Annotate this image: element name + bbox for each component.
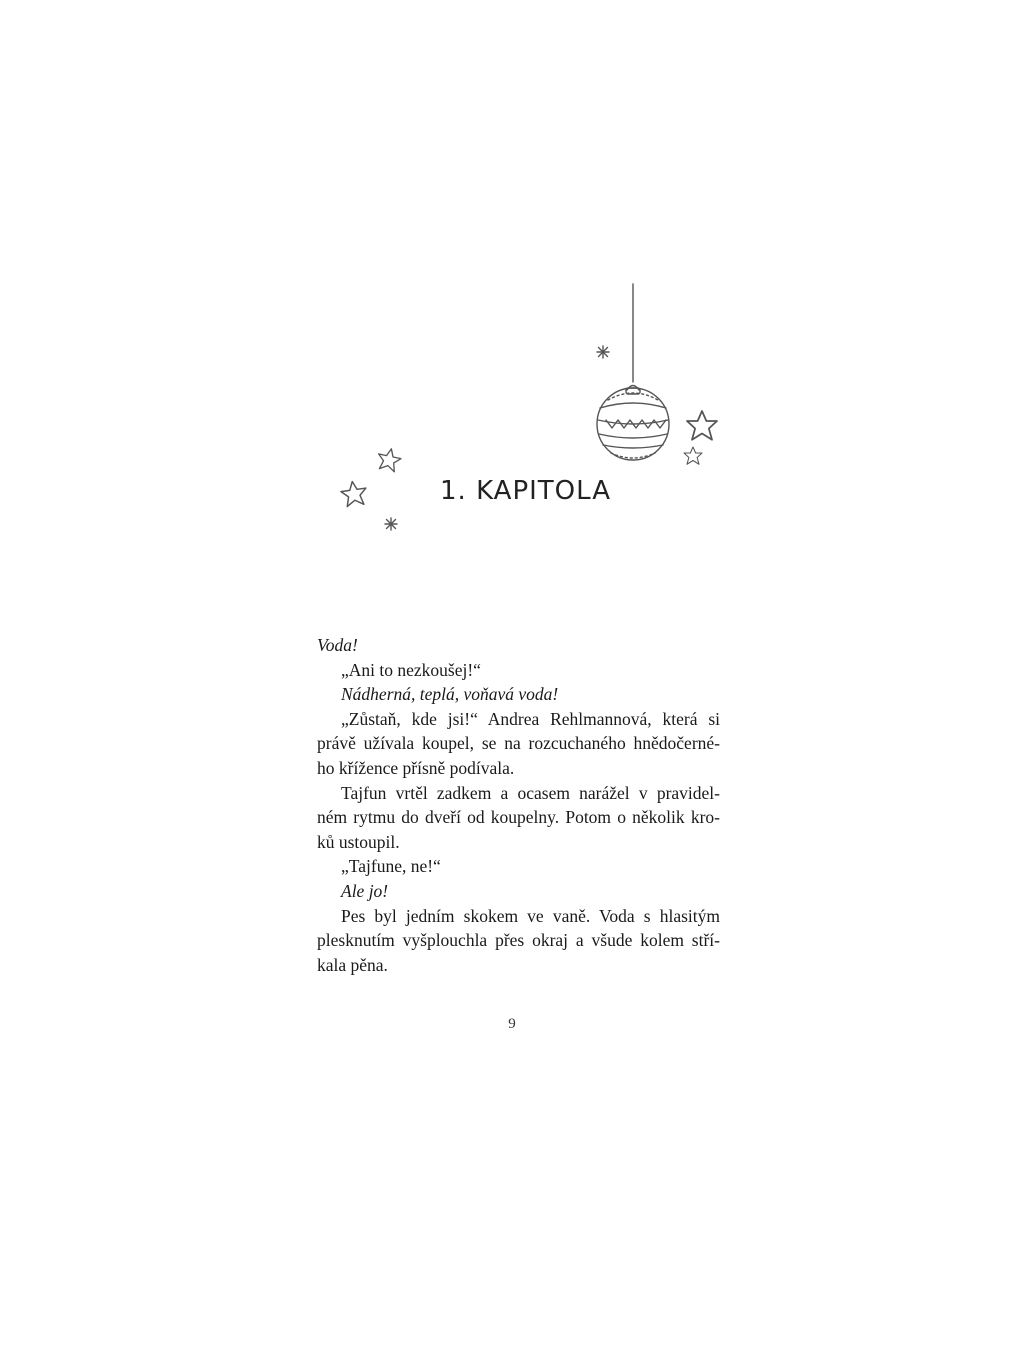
chapter-title: 1. KAPITOLA [440, 476, 612, 506]
text-line: ho křížence přísně podívala. [317, 757, 515, 778]
text-line: ném rytmu do dveří od koupelny. Potom o několik kro- [317, 807, 720, 828]
star-icon [684, 447, 702, 464]
text-line: plesknutím vyšplouchla přes okraj a všude kolem stří- [317, 930, 720, 951]
star-icon [376, 446, 403, 472]
text-line: „Zůstaň, kde jsi!“ Andrea Rehlmannová, která si [341, 708, 720, 729]
text-line: právě užívala koupel, se na rozcuchaného hnědočerné- [317, 733, 720, 754]
page-number: 9 [508, 1016, 516, 1032]
christmas-ornament-icon [597, 386, 669, 461]
text-line: Nádherná, teplá, voňavá voda! [341, 684, 559, 705]
star-icon [687, 411, 717, 440]
text-line: „Tajfune, ne!“ [341, 856, 441, 877]
text-line: Pes byl jedním skokem ve vaně. Voda s hlasitým [341, 905, 720, 926]
text-line: Voda! [317, 635, 358, 655]
chapter-body-text [317, 633, 720, 977]
text-line: kala pěna. [317, 954, 388, 975]
snowflake-icon [597, 346, 609, 358]
snowflake-icon [385, 518, 397, 530]
text-line: Ale jo! [341, 880, 389, 901]
text-line: „Ani to nezkoušej!“ [341, 659, 481, 680]
text-line: ků ustoupil. [317, 831, 400, 852]
star-icon [340, 480, 368, 507]
text-line: Tajfun vrtěl zadkem a ocasem narážel v pravidel- [341, 782, 720, 803]
